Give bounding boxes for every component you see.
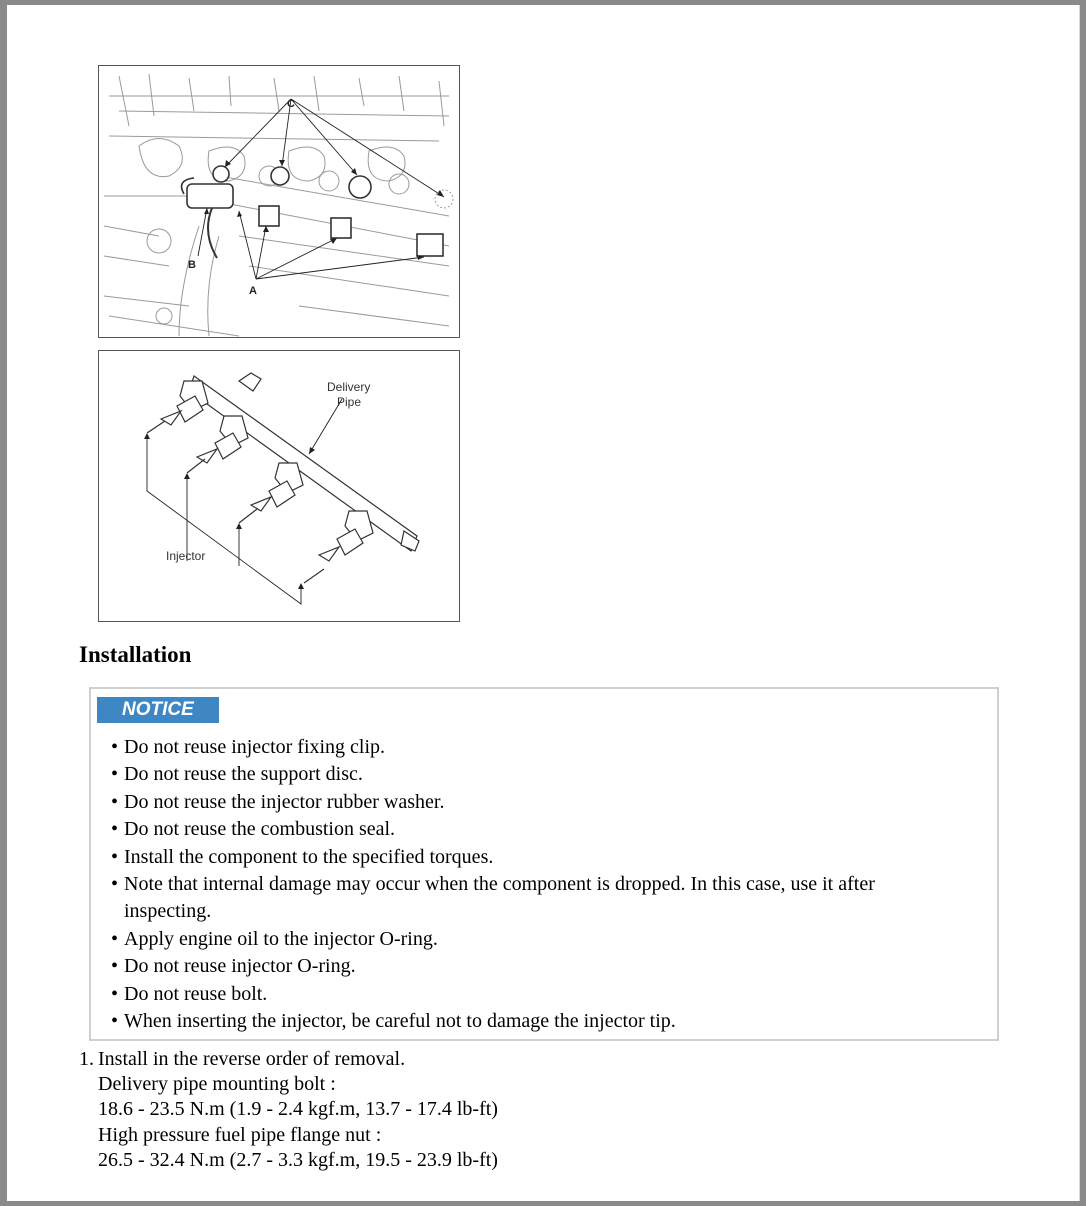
installation-steps <box>79 1047 498 1173</box>
notice-item: • Do not reuse the combustion seal. <box>111 816 941 843</box>
delivery-pipe-label-line1: Delivery <box>327 380 371 394</box>
spec-label-fuel-pipe-flange-nut: High pressure fuel pipe flange nut : <box>98 1123 382 1146</box>
spec-label-delivery-pipe-bolt: Delivery pipe mounting bolt : <box>98 1073 336 1096</box>
label-a: A <box>249 285 257 297</box>
bullet-icon: • <box>111 955 119 978</box>
spec-value-fuel-pipe-flange-nut: 26.5 - 32.4 N.m (2.7 - 3.3 kgf.m, 19.5 - 23.9 lb-ft) <box>98 1148 498 1171</box>
delivery-pipe-figure <box>98 350 460 622</box>
notice-badge: NOTICE <box>97 697 219 723</box>
bullet-icon: • <box>111 818 119 841</box>
notice-item: • Do not reuse bolt. <box>111 981 941 1008</box>
label-b: B <box>188 259 196 271</box>
bullet-icon: • <box>111 873 119 896</box>
delivery-pipe-label-line2: Pipe <box>337 395 362 409</box>
notice-item: • Install the component to the specified torques. <box>111 844 941 871</box>
engine-injector-figure <box>98 65 460 338</box>
spec-value-delivery-pipe-bolt: 18.6 - 23.5 N.m (1.9 - 2.4 kgf.m, 13.7 - 17.4 lb-ft) <box>98 1098 498 1121</box>
bullet-icon: • <box>111 763 119 786</box>
engine-illustration <box>99 66 459 337</box>
bullet-icon: • <box>111 982 119 1005</box>
bullet-icon: • <box>111 1010 119 1033</box>
notice-item: • Do not reuse injector fixing clip. <box>111 734 941 761</box>
delivery-pipe-illustration <box>99 351 459 621</box>
notice-list <box>111 734 941 1035</box>
section-heading-installation: Installation <box>79 642 192 667</box>
label-c: C <box>287 98 295 110</box>
document-page <box>7 5 1080 1201</box>
notice-item: • Apply engine oil to the injector O-ring. <box>111 926 941 953</box>
bullet-icon: • <box>111 845 119 868</box>
notice-item: • Do not reuse injector O-ring. <box>111 953 941 980</box>
step-text: Install in the reverse order of removal. <box>98 1048 406 1070</box>
notice-item: • Do not reuse the injector rubber washer. <box>111 789 941 816</box>
bullet-icon: • <box>111 736 119 758</box>
notice-item: • Do not reuse the support disc. <box>111 761 941 788</box>
notice-item: • When inserting the injector, be careful not to damage the injector tip. <box>111 1008 941 1035</box>
bullet-icon: • <box>111 790 119 813</box>
notice-box <box>89 687 999 1041</box>
injector-label: Injector <box>166 549 206 563</box>
bullet-icon: • <box>111 927 119 950</box>
step-1 <box>79 1047 498 1072</box>
step-number: 1. <box>79 1048 94 1070</box>
notice-item: • Note that internal damage may occur when the component is dropped. In this case, use it after inspecting. <box>111 873 875 923</box>
